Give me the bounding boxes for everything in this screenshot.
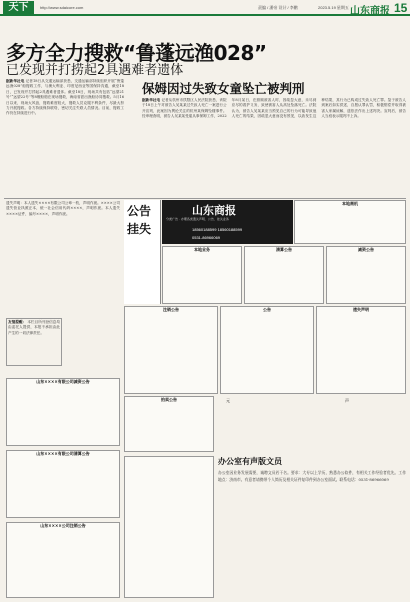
main-subhead: 已发现并打捞起2具遇难者遗体 bbox=[6, 63, 184, 78]
ad-box-8 bbox=[124, 396, 214, 452]
second-story-byline: 据新华社电 bbox=[142, 98, 161, 102]
ad-box-3 bbox=[244, 246, 324, 304]
page-header bbox=[0, 0, 410, 16]
ad-box-4 bbox=[326, 246, 406, 304]
ad-banner-title: 山东商报 bbox=[192, 204, 236, 217]
left-notice-list: 遗失声明：本人遗失××××有限公司公章一枚，声明作废。××××公司遗失营业执照正本，统一社会信用代码××××，声明作废。本人遗失××××证件，编号××××，声明作废。 bbox=[6, 201, 120, 216]
ad-box-5-title: 注销公告 bbox=[163, 307, 179, 312]
ad-box-2 bbox=[162, 246, 242, 304]
second-story-text: 记者从杭州市拱墅区人民法院获悉，该院于18日上午对被告人吴某某过失致人死亡一案进行公开宣判，此案因为舆论关注的杭州某保姆坠楼事件。经审理查明，被告人吴某某受雇从事保姆工作，2022年8月某日，在照顾被害人时，因疏忽大意，未尽到应尽的看护义务，致使被害人从高处坠落死亡。法院认为，被告人吴某某应当预见自己的行为可能导致他人死亡的结果，因疏忽大意而没有预见，以致发生这种结果，其行为已构成过失致人死亡罪。鉴于被告人到案后如实供述，自愿认罪认罚，积极赔偿并取得被害人家属谅解，遂依法作出上述判决。宣判后，被告人当庭表示服判不上诉。 bbox=[142, 98, 406, 119]
office-notice-title[interactable]: 办公室有声版文员 bbox=[218, 457, 282, 466]
main-headline[interactable]: 多方全力搜救“鲁蓬远渔028” bbox=[6, 41, 267, 65]
page-number: 15 bbox=[394, 1, 408, 15]
warning-body: 本栏目所刊登信息均由委托人提供，本报不承担由此产生的一切法律责任。 bbox=[8, 320, 61, 335]
main-story-byline: 据新华社电 bbox=[6, 79, 25, 83]
left-box-2 bbox=[6, 450, 120, 518]
editors-line: 责编 / 潘帝 设计 / 李鹏 bbox=[258, 5, 298, 10]
ad-box-5 bbox=[124, 306, 218, 394]
ad-phone-1: 18560188599 18560188599 bbox=[192, 227, 243, 232]
office-notice-body: 办公室因业务发展需要，诚聘文员若干名。要求：大专以上学历，熟悉办公软件，有相关工作经验者优先。工作地点：济南市。有意者请携带个人简历及相关证件复印件到办公室面试。联系电话：0531-86966069 bbox=[218, 470, 406, 482]
ad-box-8-title: 拍卖公告 bbox=[161, 397, 177, 402]
section-badge: 天下 bbox=[3, 1, 34, 14]
issue-date: 2023.5.19 星期五 bbox=[318, 5, 349, 10]
divider bbox=[4, 198, 406, 199]
ad-box-1-title: 本地商机 bbox=[342, 201, 358, 206]
main-story-body bbox=[6, 79, 124, 199]
ad-box-1 bbox=[294, 200, 406, 244]
left-box-2-title: 山东××××有限公司清算公告 bbox=[36, 451, 90, 456]
ad-box-6-title: 公告 bbox=[263, 307, 271, 312]
ad-phone-2: 0531-86966069 bbox=[192, 235, 221, 240]
ad-lost-word: 挂失 bbox=[127, 222, 152, 236]
ad-banner-sub: 分类广告 · 办理各类遗失声明、公告、挂失业务 bbox=[166, 217, 229, 221]
ad-box-9 bbox=[124, 456, 214, 598]
warning-box bbox=[6, 318, 62, 366]
ad-notice-word: 公告 bbox=[127, 204, 152, 218]
sheng-label: 声 bbox=[345, 398, 349, 403]
main-story-text: 记者18日从交通运输部获悉，交通运输部持续组织开展“鲁蓬远渔028”船搜救工作，与澳大利亚、印度尼西亚等国保持沟通，截至18日，已发现并打捞起2具遇难者遗体。截至18日，现场共有包括“远望21号”“远望22号”等8艘船舶在现场搜救，海南省派出渔船协同搜救。5月16日以来，现场大风浪，搜救难度较大，搜救人员克服不利条件，尽最大努力开展搜救。各方持续保持联络，密切关注失联人员情况。目前，搜救工作仍在持续进行中。 bbox=[6, 79, 124, 116]
left-box-1 bbox=[6, 378, 120, 446]
left-box-1-title: 山东××××有限公司减资公告 bbox=[36, 379, 90, 384]
ad-box-7-title: 遗失声明 bbox=[353, 307, 369, 312]
ad-box-2-title: 本地业务 bbox=[194, 247, 210, 252]
ad-banner[interactable] bbox=[162, 200, 293, 244]
paper-name: 山东商报 bbox=[350, 6, 390, 17]
second-story-body bbox=[142, 98, 406, 196]
ad-left-panel bbox=[124, 200, 161, 304]
warning-title: 友情提醒： bbox=[8, 320, 27, 324]
ad-box-6 bbox=[220, 306, 314, 394]
ad-box-7 bbox=[316, 306, 406, 394]
ad-box-3-title: 清算公告 bbox=[276, 247, 292, 252]
site-url[interactable]: http://www.sdaicore.com bbox=[40, 5, 84, 10]
left-box-3-title: 山东××××公司注销公告 bbox=[40, 523, 86, 528]
yuan-label: 元 bbox=[226, 398, 230, 403]
second-headline[interactable]: 保姆因过失致女童坠亡被判刑 bbox=[142, 81, 305, 96]
left-box-3 bbox=[6, 522, 120, 598]
ad-box-4-title: 减资公告 bbox=[358, 247, 374, 252]
